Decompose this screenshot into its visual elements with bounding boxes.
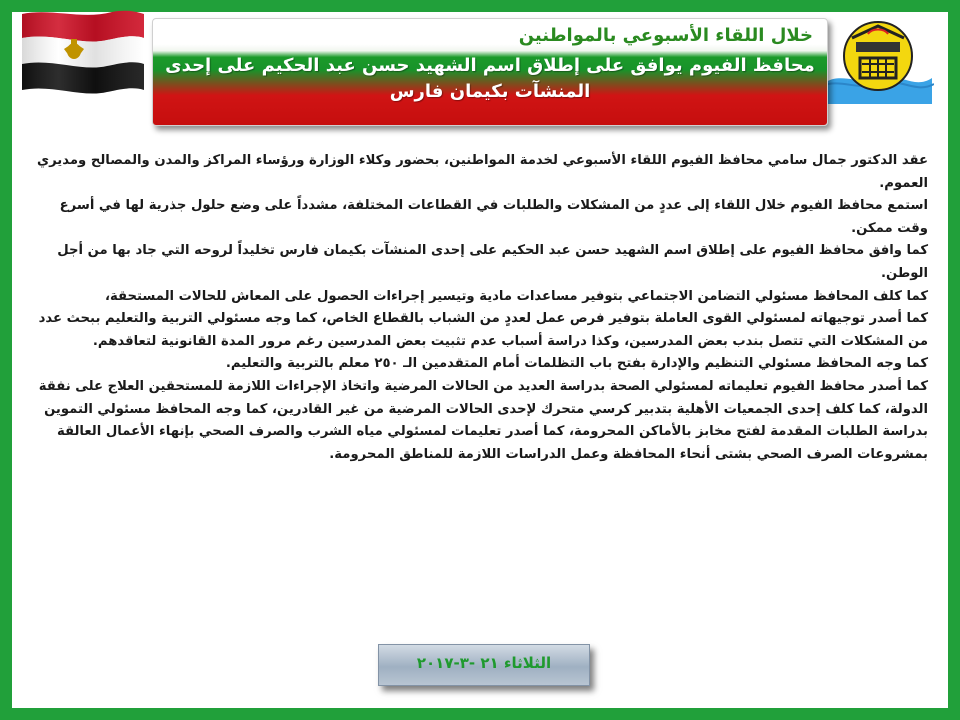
fayoum-governorate-logo xyxy=(822,12,934,104)
article-paragraph: كما وجه المحافظ مسئولي التنظيم والإدارة بفتح باب التظلمات أمام المتقدمين الـ ٢٥٠ معلم بالتربية والتعليم. xyxy=(225,356,928,372)
article-paragraph: عقد الدكتور جمال سامي محافظ الفيوم اللقاء الأسبوعي لخدمة المواطنين، بحضور وكلاء الوزارة ورؤساء المراكز والمدن والمصالح ومديري العموم. xyxy=(37,153,928,191)
egypt-flag-icon xyxy=(12,6,150,96)
article-paragraph: كما وافق محافظ الفيوم على إطلاق اسم الشهيد حسن عبد الحكيم على إحدى المنشآت بكيمان فارس تخليداً لروحه التي جاد بها من أجل الوطن. xyxy=(57,243,928,281)
date-text: الثلاثاء ٢١ -٣-٢٠١٧ xyxy=(416,654,552,672)
date-badge xyxy=(378,644,590,686)
headline-banner xyxy=(152,18,828,126)
article-paragraph: كما أصدر توجيهاته لمسئولي القوى العاملة بتوفير فرص عمل لعددٍ من الشباب بالقطاع الخاص، كما وجه مسئولي التربية والتعليم ببحث عدد من المشكلات التي تتصل بندب بعض المدرسين، وكذا دراسة أسباب عدم تثبيت بعض المدرسين رغم مرور المدة القانونية لتعاقدهم. xyxy=(38,311,928,349)
article-paragraph: استمع محافظ الفيوم خلال اللقاء إلى عددٍ من المشكلات والطلبات في القطاعات المختلفة، مشدداً على وضع حلول جذرية لها في أسرع وقت ممكن. xyxy=(59,198,928,236)
article-paragraph: كما أصدر محافظ الفيوم تعليماته لمسئولي الصحة بدراسة العديد من الحالات المرضية واتخاذ الإجراءات اللازمة للمستحقين العلاج على نفقة الدولة، كما كلف إحدى الجمعيات الأهلية بتدبير كرسي متحرك لإحدى الحالات المرضية من غير القادرين، كما وجه المحافظ مسئولي التموين بدراسة الطلبات المقدمة لفتح مخابز بالأماكن المحرومة، كما أصدر تعليمات لمسئولي مياه الشرب والصرف الصحي بإنهاء الأعمال العالقة بمشروعات الصرف الصحي بشتى أنحاء المحافظة وعمل الدراسات اللازمة للمناطق المحرومة. xyxy=(38,378,928,462)
headline-title: محافظ الفيوم يوافق على إطلاق اسم الشهيد حسن عبد الحكيم على إحدى المنشآت بكيمان فارس xyxy=(165,55,815,102)
article-paragraph: كما كلف المحافظ مسئولي التضامن الاجتماعي بتوفير مساعدات مادية وتيسير إجراءات الحصول على المعاش للحالات المستحقة، xyxy=(104,288,928,304)
article-body xyxy=(36,150,928,466)
headline-kicker: خلال اللقاء الأسبوعي بالمواطنين xyxy=(518,25,813,46)
